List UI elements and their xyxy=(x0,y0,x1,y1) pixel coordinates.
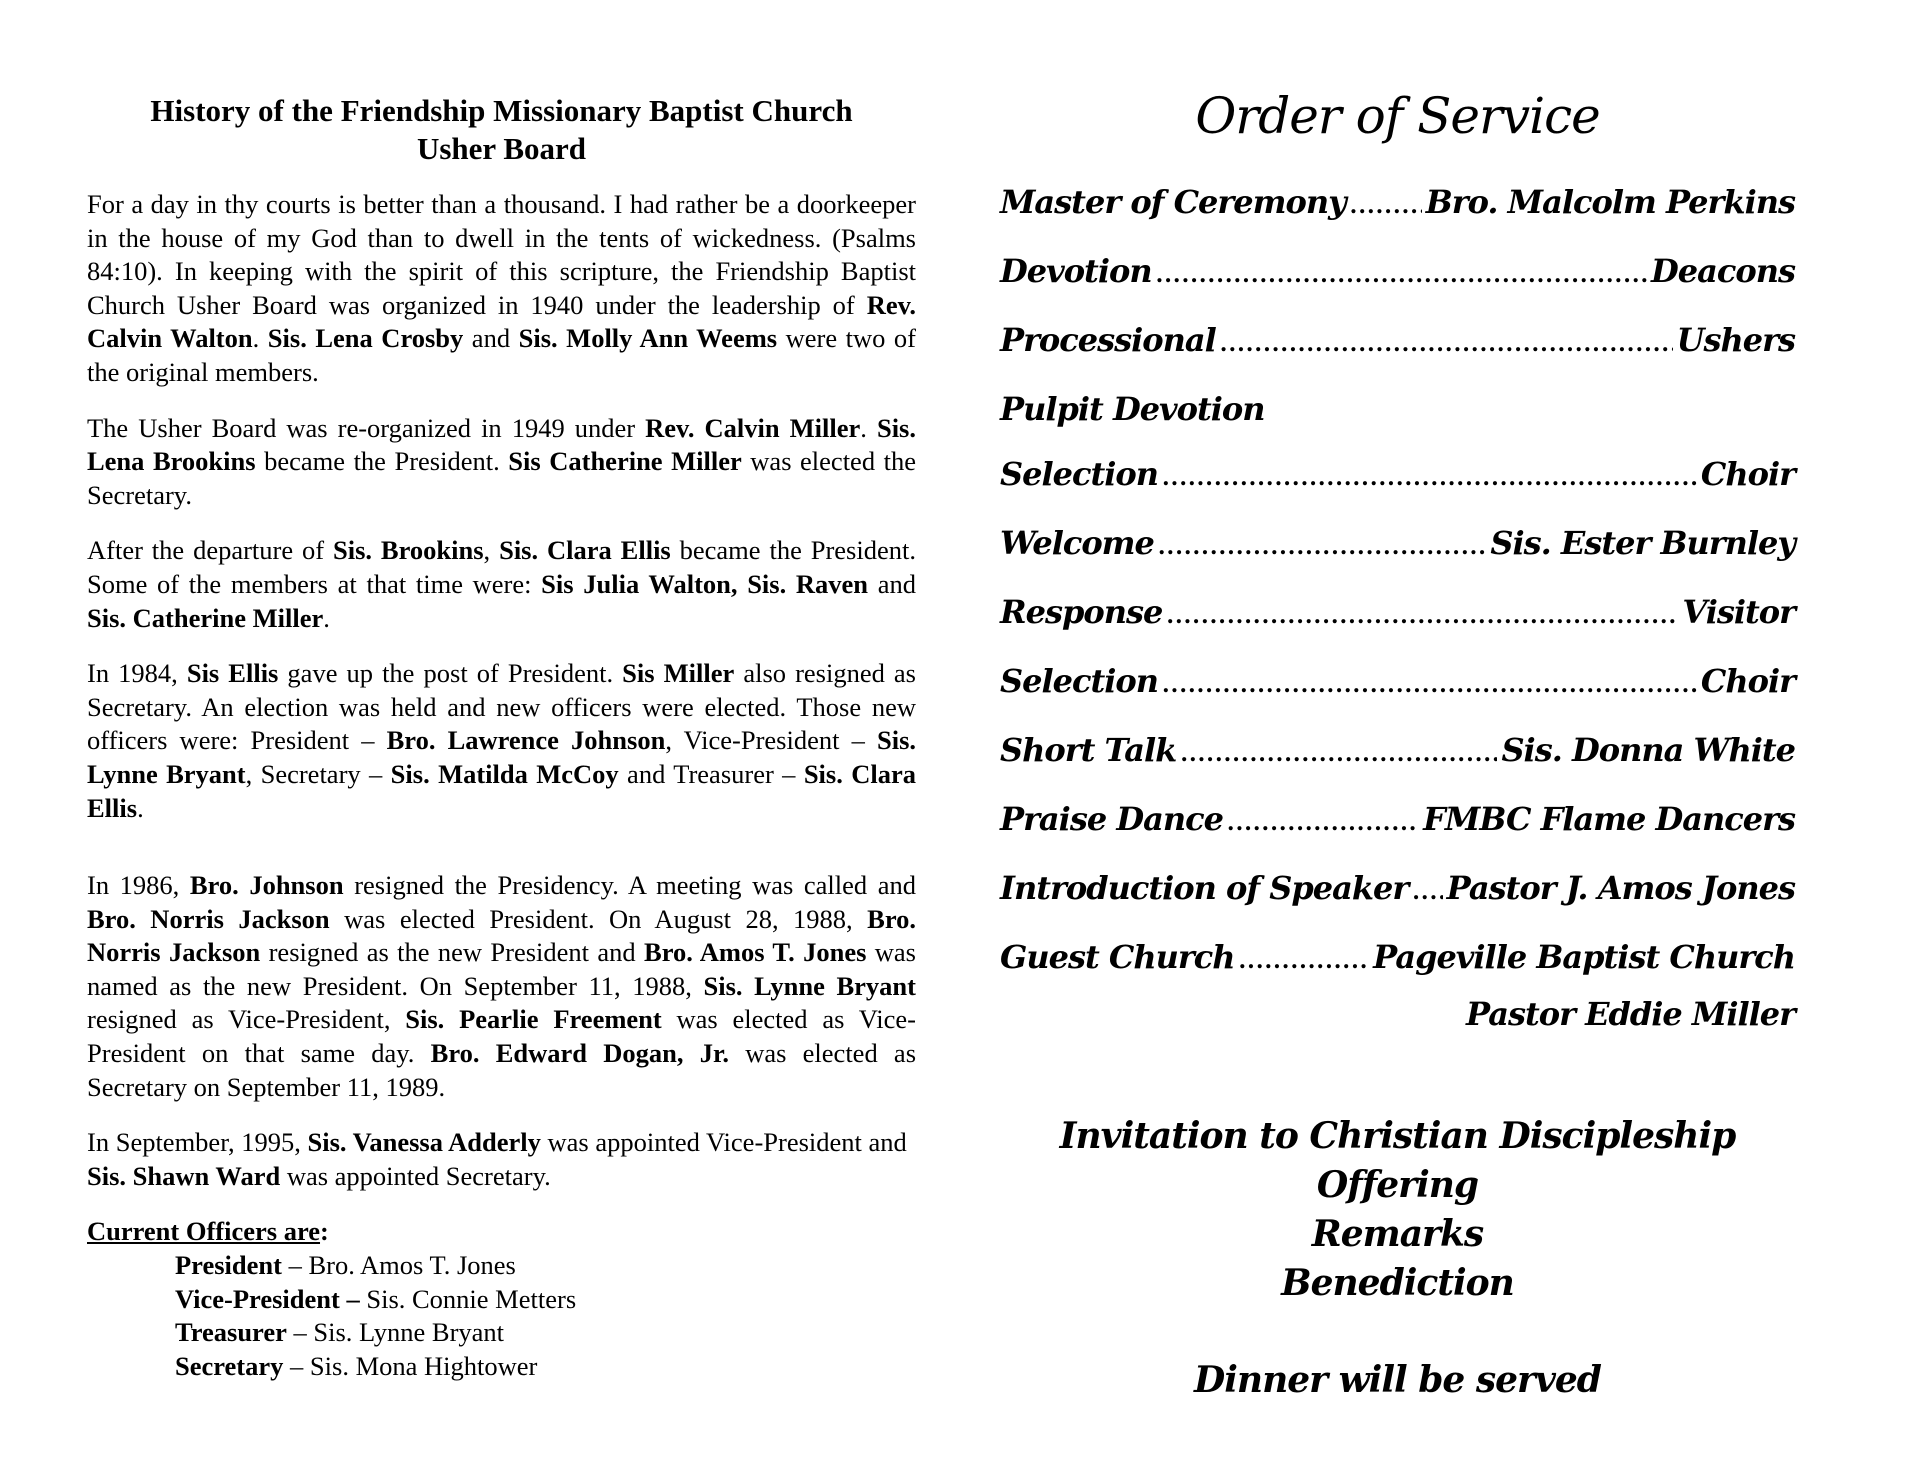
service-participant: Deacons xyxy=(1651,252,1795,290)
bold-name: Sis Ellis xyxy=(186,658,279,689)
bold-name: Sis. Molly Ann Weems xyxy=(518,323,778,354)
bold-name: Sis. Pearlie Freement xyxy=(405,1004,662,1035)
service-participant: Ushers xyxy=(1676,321,1795,359)
service-participant: Visitor xyxy=(1682,593,1795,631)
history-title-line2: Usher Board xyxy=(416,131,587,166)
service-item: Guest Church xyxy=(1000,938,1235,976)
officer-separator: – xyxy=(281,1250,309,1281)
history-paragraph xyxy=(87,1160,916,1194)
text-run: and xyxy=(463,323,519,354)
service-item: Response xyxy=(1000,593,1163,631)
dot-leader xyxy=(1156,243,1647,308)
bold-name: Sis. Matilda McCoy xyxy=(390,758,619,789)
officer-role: President xyxy=(175,1250,282,1281)
service-row xyxy=(1000,718,1795,787)
history-paragraph xyxy=(87,1126,916,1160)
bold-name: Sis. Lynne Bryant xyxy=(87,725,917,789)
dot-leader xyxy=(1350,174,1422,239)
text-run: was named as the new President. On September 11, 1988, xyxy=(87,937,916,1001)
closing-line: Remarks xyxy=(1311,1213,1484,1255)
text-run: . xyxy=(323,602,330,633)
history-panel xyxy=(87,92,916,1383)
dot-leader xyxy=(1158,515,1486,580)
history-paragraph xyxy=(87,188,916,390)
bold-name: Sis Miller xyxy=(622,658,735,689)
bold-name: Sis. Lena Brookins xyxy=(87,412,916,477)
history-paragraph xyxy=(87,657,916,825)
officer-row xyxy=(175,1350,916,1384)
text-run: After the departure of xyxy=(87,535,333,566)
service-participant: Choir xyxy=(1700,662,1795,700)
service-item: Introduction of Speaker xyxy=(1000,869,1409,907)
service-row xyxy=(1000,377,1795,442)
officer-name: Sis. Connie Metters xyxy=(366,1283,577,1314)
service-participant: Choir xyxy=(1700,455,1795,493)
officer-row xyxy=(175,1249,916,1283)
text-run: was elected as Vice-President on that same day. xyxy=(87,1004,916,1069)
bold-name: Sis. Lena Crosby xyxy=(267,323,464,354)
service-row xyxy=(1000,170,1795,239)
text-run: resigned as the new President and xyxy=(260,937,645,968)
text-run: For a day in thy courts is better than a thousand. I had rather be a doorkeeper in the house of my God than to dwell in the tents of wickedness. (Psalms 84:10). In keeping with the spirit of this scripture, the Friendship Baptist Church Usher Board was organized in 1940 under the leadership of xyxy=(87,189,916,320)
text-run: and Treasurer – xyxy=(618,758,804,789)
history-paragraph xyxy=(87,869,916,1104)
officer-role: Secretary xyxy=(175,1350,284,1381)
bold-name: Rev. Calvin Walton xyxy=(87,289,916,354)
service-item: Praise Dance xyxy=(1000,800,1223,838)
text-run: . xyxy=(860,412,877,443)
order-of-service-heading: Order of Service xyxy=(1195,87,1600,145)
text-run: . xyxy=(137,792,144,823)
service-participant: Sis. Ester Burnley xyxy=(1490,524,1795,562)
service-participant: Sis. Donna White xyxy=(1501,731,1795,769)
service-participant: Bro. Malcolm Perkins xyxy=(1425,183,1795,221)
bold-name: Sis. Vanessa Adderly xyxy=(307,1127,541,1158)
service-item: Selection xyxy=(1000,662,1159,700)
service-list xyxy=(1000,170,1795,994)
bold-name: Sis. Clara Ellis xyxy=(499,535,671,566)
dot-leader xyxy=(1162,446,1697,511)
bold-name: Sis. Shawn Ward xyxy=(87,1160,281,1191)
dot-leader xyxy=(1227,791,1419,856)
officer-name: Bro. Amos T. Jones xyxy=(308,1250,516,1281)
closing-list xyxy=(1000,1112,1795,1308)
officers-list xyxy=(175,1249,916,1383)
history-title-line1: History of the Friendship Missionary Baptist Church xyxy=(150,93,853,128)
text-run: was appointed Secretary. xyxy=(280,1160,551,1191)
dot-leader xyxy=(1180,722,1497,787)
service-participant: FMBC Flame Dancers xyxy=(1423,800,1795,838)
dot-leader xyxy=(1162,653,1697,718)
service-item: Pulpit Devotion xyxy=(1000,390,1265,428)
service-item: Devotion xyxy=(1000,252,1152,290)
text-run: and xyxy=(868,568,916,599)
text-run: became the President. xyxy=(255,446,509,477)
text-run: was appointed Vice-President and xyxy=(540,1127,907,1158)
bold-name: Sis. Clara Ellis xyxy=(87,758,916,823)
text-run: was elected President. On August 28, 1988, xyxy=(329,903,868,934)
officer-separator: – xyxy=(283,1350,310,1381)
bold-name: Sis. Lynne Bryant xyxy=(703,970,916,1001)
officer-name: Sis. Lynne Bryant xyxy=(313,1317,505,1348)
order-of-service-panel xyxy=(1000,80,1795,1405)
bold-name: Bro. Norris Jackson xyxy=(87,903,330,934)
bold-name: Bro. Amos T. Jones xyxy=(644,937,867,968)
officers-heading xyxy=(87,1215,916,1249)
service-row xyxy=(1000,649,1795,718)
bold-name: Sis. Catherine Miller xyxy=(87,602,324,633)
text-run: In 1986, xyxy=(87,870,190,901)
officers-colon: : xyxy=(320,1216,329,1247)
dot-leader xyxy=(1412,860,1442,925)
text-run: was elected the Secretary. xyxy=(87,446,916,510)
officer-row xyxy=(175,1283,916,1317)
text-run: were two of the original members. xyxy=(87,323,917,387)
text-run: resigned as Vice-President, xyxy=(87,1004,406,1035)
service-item: Welcome xyxy=(1000,524,1154,562)
closing-line: Invitation to Christian Discipleship xyxy=(1059,1115,1736,1157)
officer-name: Sis. Mona Hightower xyxy=(309,1350,538,1381)
service-row xyxy=(1000,308,1795,377)
officer-row xyxy=(175,1316,916,1350)
text-run: was elected as Secretary on September 11, 1989. xyxy=(87,1038,917,1102)
bold-name: Bro. Norris Jackson xyxy=(87,903,916,968)
guest-pastor: Pastor Eddie Miller xyxy=(1466,995,1795,1033)
text-run: became the President. Some of the members at that time were: xyxy=(87,535,916,599)
text-run: resigned the Presidency. A meeting was called and xyxy=(343,870,916,901)
service-row xyxy=(1000,580,1795,649)
service-row xyxy=(1000,511,1795,580)
dinner-note: Dinner will be served xyxy=(1194,1359,1601,1401)
text-run: , xyxy=(483,535,500,566)
officer-separator: – xyxy=(286,1317,314,1348)
bold-name: Rev. Calvin Miller xyxy=(645,412,861,443)
service-item: Short Talk xyxy=(1000,731,1177,769)
service-item: Processional xyxy=(1000,321,1216,359)
bold-name: Sis. Brookins xyxy=(333,535,484,566)
text-run: , Vice-President – xyxy=(665,725,877,756)
bold-name: Bro. Edward Dogan, Jr. xyxy=(430,1038,729,1069)
history-title xyxy=(87,92,916,168)
text-run: In 1984, xyxy=(87,658,187,689)
service-item: Selection xyxy=(1000,455,1159,493)
service-participant: Pastor J. Amos Jones xyxy=(1446,869,1795,907)
service-row xyxy=(1000,856,1795,925)
dot-leader xyxy=(1220,312,1673,377)
closing-line: Benediction xyxy=(1281,1262,1514,1304)
dot-leader xyxy=(1166,584,1678,649)
officer-role: Vice-President – xyxy=(175,1283,367,1314)
service-row xyxy=(1000,239,1795,308)
service-row xyxy=(1000,442,1795,511)
text-run: gave up the post of President. xyxy=(278,658,623,689)
closing-line: Offering xyxy=(1316,1164,1479,1206)
officers-title: Current Officers are xyxy=(87,1216,321,1247)
service-item: Master of Ceremony xyxy=(1000,183,1346,221)
officer-role: Treasurer xyxy=(175,1317,287,1348)
bold-name: Bro. Johnson xyxy=(189,870,344,901)
service-participant: Pageville Baptist Church xyxy=(1373,938,1795,976)
bold-name: Sis Catherine Miller xyxy=(508,446,742,477)
text-run: also resigned as Secretary. An election was held and new officers were elected. Those new officers were: President – xyxy=(87,658,916,756)
bold-name: Sis Julia Walton, Sis. Raven xyxy=(541,568,869,599)
text-run: In September, 1995, xyxy=(87,1127,308,1158)
text-run: . xyxy=(252,323,268,354)
bold-name: Bro. Lawrence Johnson xyxy=(386,725,666,756)
text-run: , Secretary – xyxy=(245,758,391,789)
dot-leader xyxy=(1239,929,1370,994)
history-paragraph xyxy=(87,412,916,513)
text-run: The Usher Board was re-organized in 1949 under xyxy=(87,412,646,443)
service-row xyxy=(1000,925,1795,994)
history-paragraph xyxy=(87,534,916,635)
service-row xyxy=(1000,787,1795,856)
